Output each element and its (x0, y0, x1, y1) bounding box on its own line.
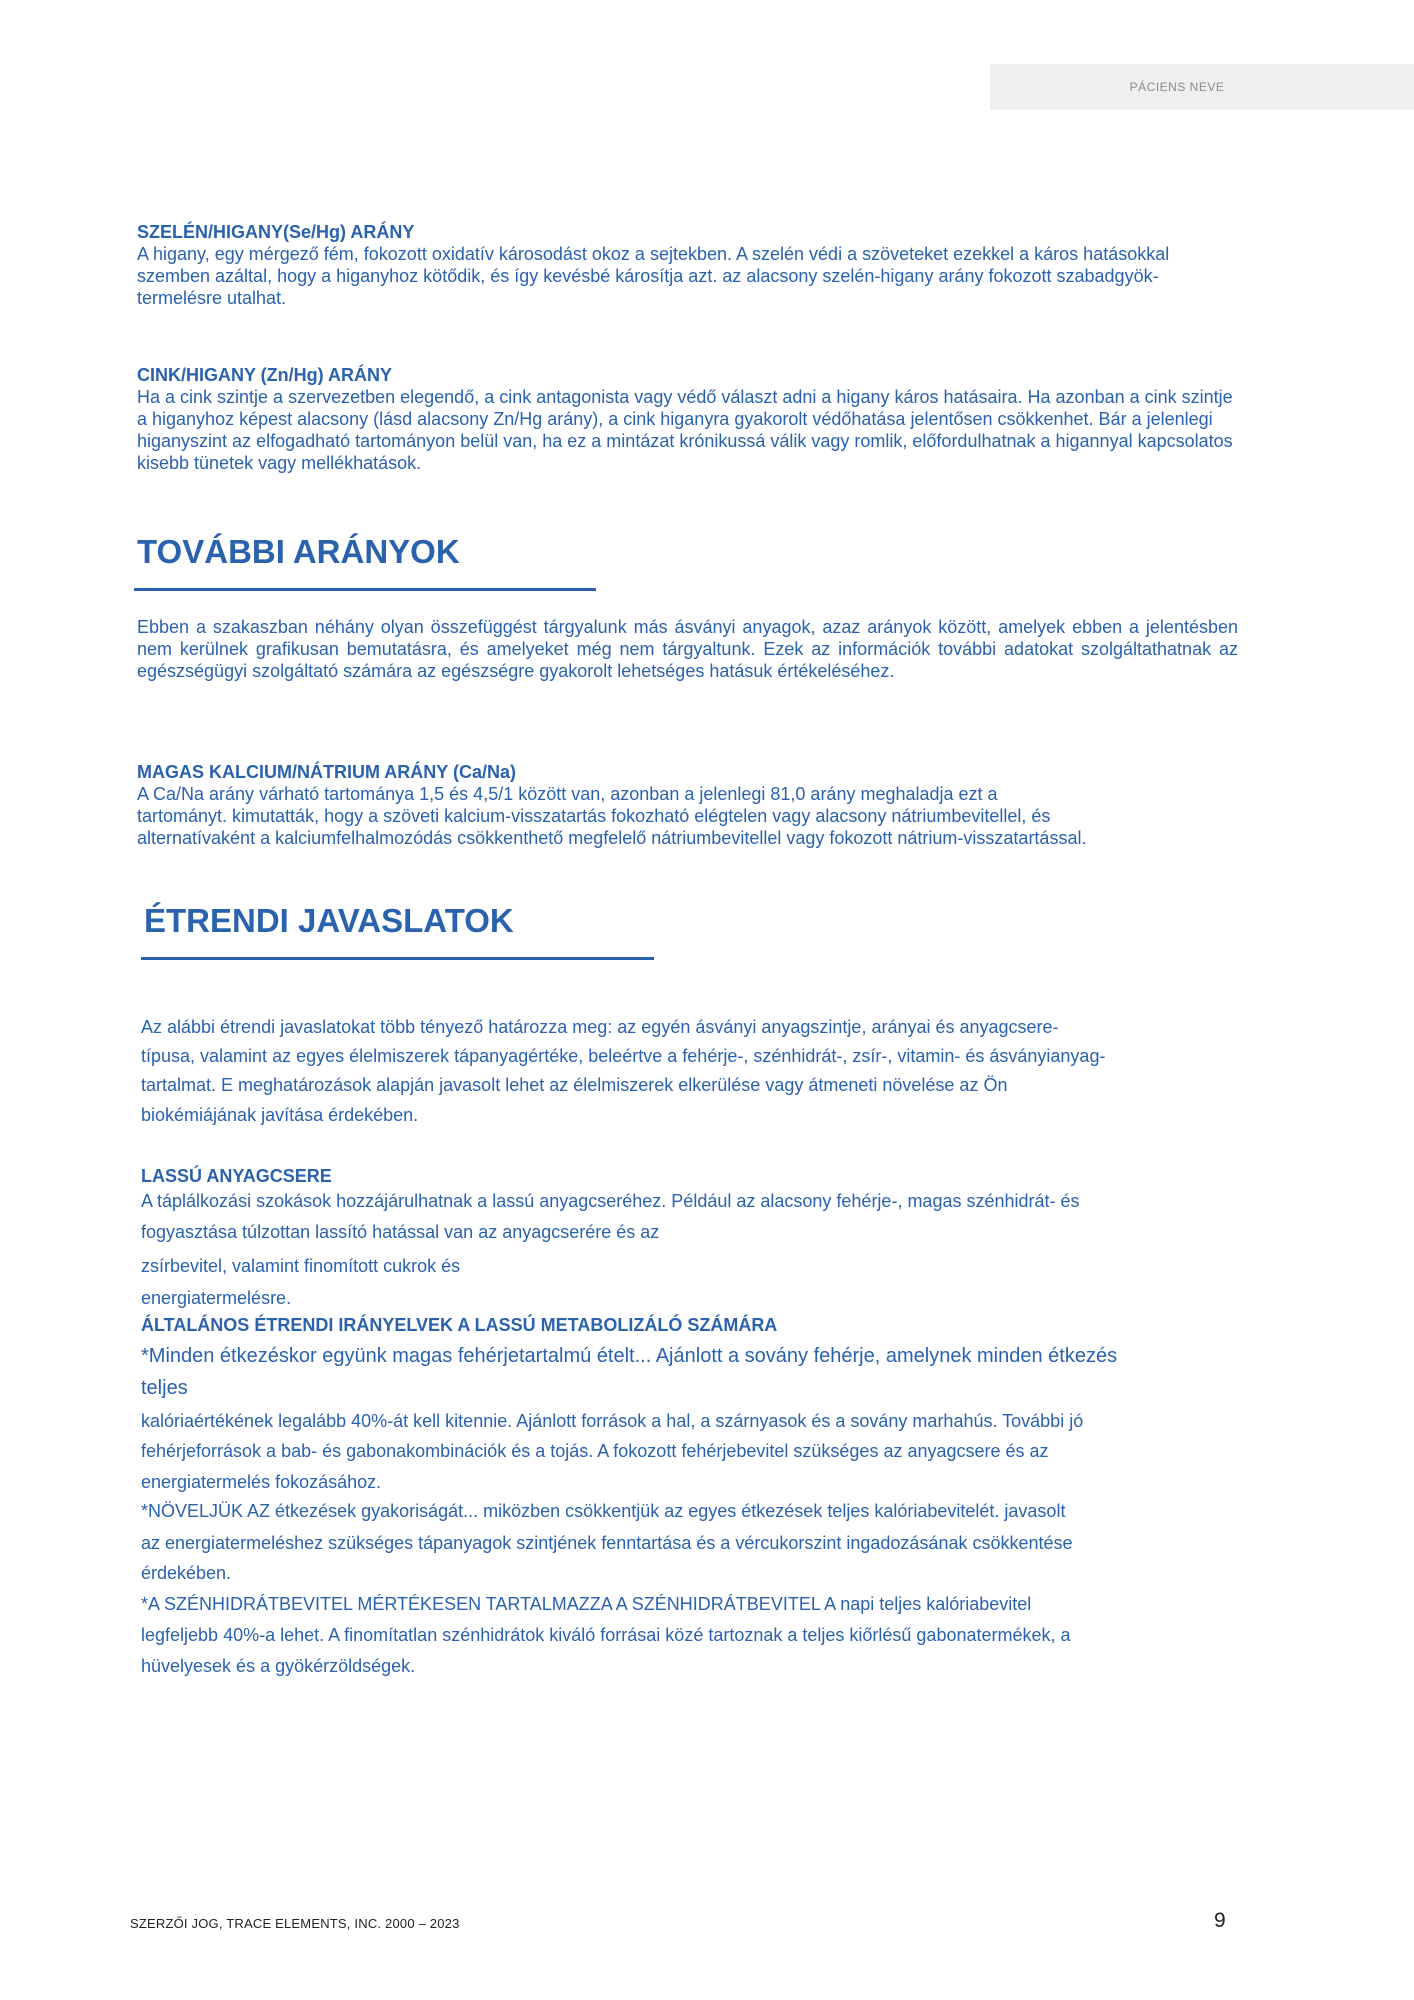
slow-metabolism-line: zsírbevitel, valamint finomított cukrok és (141, 1256, 461, 1276)
ca-na-line: A Ca/Na arány várható tartománya 1,5 és 4,5/1 között van, azonban a jelenlegi 81,0 arány meghaladja ezt a (137, 784, 998, 804)
guideline-line: *Minden étkezéskor együnk magas fehérjetartalmú ételt... Ajánlott a sovány fehérje, amelynek minden étkezés (141, 1345, 1118, 1367)
slow-metabolism-title: LASSÚ ANYAGCSERE (141, 1166, 332, 1186)
page-number: 9 (1214, 1909, 1226, 1932)
ca-na-section (137, 761, 1257, 849)
slow-metabolism-line: energiatermelésre. (141, 1288, 292, 1308)
se-hg-text: A higany, egy mérgező fém, fokozott oxidatív károsodást okoz a sejtekben. A szelén védi a szöveteket ezekkel a káros hatásokkal szemben azáltal, hogy a higanyhoz kötődik, és így kevésbé károsítja azt. az alacsony szelén-higany arány fokozott szabadgyök-termelésre utalhat. (137, 244, 1170, 308)
guideline-line: *A SZÉNHIDRÁTBEVITEL MÉRTÉKESEN TARTALMAZZA A SZÉNHIDRÁTBEVITEL A napi teljes kalóriabevitel (141, 1594, 1032, 1614)
diet-divider (141, 957, 654, 960)
diet-intro-line: tartalmat. E meghatározások alapján javasolt lehet az élelmiszerek elkerülése vagy átmeneti növelése az Ön (141, 1075, 1008, 1095)
diet-intro-line: Az alábbi étrendi javaslatokat több tényező határozza meg: az egyén ásványi anyagszintje, arányai és anyagcsere- (141, 1017, 1059, 1037)
guideline-line: legfeljebb 40%-a lehet. A finomítatlan szénhidrátok kiváló forrásai közé tartoznak a teljes kiőrlésű gabonatermékek, a (141, 1625, 1071, 1645)
guideline-line: érdekében. (141, 1563, 232, 1583)
slow-metabolism-line: fogyasztása túlzottan lassító hatással van az anyagcserére és az (141, 1222, 660, 1242)
patient-name-label: PÁCIENS NEVE (990, 64, 1414, 110)
ca-na-title: MAGAS KALCIUM/NÁTRIUM ARÁNY (Ca/Na) (137, 762, 516, 782)
guideline-line: fehérjeforrások a bab- és gabonakombinációk és a tojás. A fokozott fehérjebevitel szükséges az anyagcsere és az (141, 1441, 1049, 1461)
se-hg-section (137, 221, 1237, 309)
diet-intro-line: biokémiájának javítása érdekében. (141, 1105, 419, 1125)
guideline-line: teljes (141, 1377, 188, 1399)
zn-hg-text: Ha a cink szintje a szervezetben elegendő, a cink antagonista vagy védő választ adni a higany káros hatásaira. Ha azonban a cink szintje a higanyhoz képest alacsony (lásd alacsony Zn/Hg arány), a cink higanyra gyakorolt védőhatása jelentősen csökkenhet. Bár a jelenlegi higanyszint az elfogadható tartományon belül van, ha ez a mintázat krónikussá válik vagy romlik, előfordulhatnak a higannyal kapcsolatos kisebb tünetek vagy mellékhatások. (137, 387, 1233, 473)
more-ratios-intro: Ebben a szakaszban néhány olyan összefüggést tárgyalunk más ásványi anyagok, azaz arányok között, amelyek ebben a jelentésben nem kerülnek grafikusan bemutatásra, és amelyeket még nem tárgyaltunk. Ezek az információk további adatokat szolgáltathatnak az egészségügyi szolgáltató számára az egészségre gyakorolt lehetséges hatásuk értékeléséhez. (137, 617, 1238, 681)
more-ratios-divider (134, 588, 596, 591)
zn-hg-section (137, 364, 1237, 474)
footer-copyright: SZERZŐI JOG, TRACE ELEMENTS, INC. 2000 – 2023 (130, 1916, 460, 1931)
guideline-line: az energiatermeléshez szükséges tápanyagok szintjének fenntartása és a vércukorszint ingadozásának csökkentése (141, 1533, 1073, 1553)
diet-heading: ÉTRENDI JAVASLATOK (144, 902, 514, 939)
zn-hg-title: CINK/HIGANY (Zn/Hg) ARÁNY (137, 365, 392, 385)
se-hg-title: SZELÉN/HIGANY(Se/Hg) ARÁNY (137, 222, 415, 242)
ca-na-line: alternatívaként a kalciumfelhalmozódás csökkenthető megfelelő nátriumbevitellel vagy fokozott nátrium-visszatartással. (137, 828, 1087, 848)
slow-metabolism-line: A táplálkozási szokások hozzájárulhatnak a lassú anyagcseréhez. Például az alacsony fehérje-, magas szénhidrát- és (141, 1191, 1080, 1211)
guideline-line: energiatermelés fokozásához. (141, 1472, 382, 1492)
ca-na-line: tartományt. kimutatták, hogy a szöveti kalcium-visszatartás fokozható elégtelen vagy alacsony nátriumbevitellel, és (137, 806, 1051, 826)
more-ratios-heading: TOVÁBBI ARÁNYOK (137, 533, 460, 570)
diet-intro-line: típusa, valamint az egyes élelmiszerek tápanyagértéke, beleértve a fehérje-, szénhidrát-, zsír-, vitamin- és ásványianyag- (141, 1046, 1106, 1066)
guidelines-title: ÁLTALÁNOS ÉTRENDI IRÁNYELVEK A LASSÚ METABOLIZÁLÓ SZÁMÁRA (141, 1315, 778, 1335)
guideline-line: kalóriaértékének legalább 40%-át kell kitennie. Ajánlott források a hal, a szárnyasok és a sovány marhahús. További jó (141, 1411, 1084, 1431)
guideline-line: hüvelyesek és a gyökérzöldségek. (141, 1656, 416, 1676)
guideline-line: *NÖVELJÜK AZ étkezések gyakoriságát... miközben csökkentjük az egyes étkezések teljes kalóriabevitelét. javasolt (141, 1501, 1066, 1521)
